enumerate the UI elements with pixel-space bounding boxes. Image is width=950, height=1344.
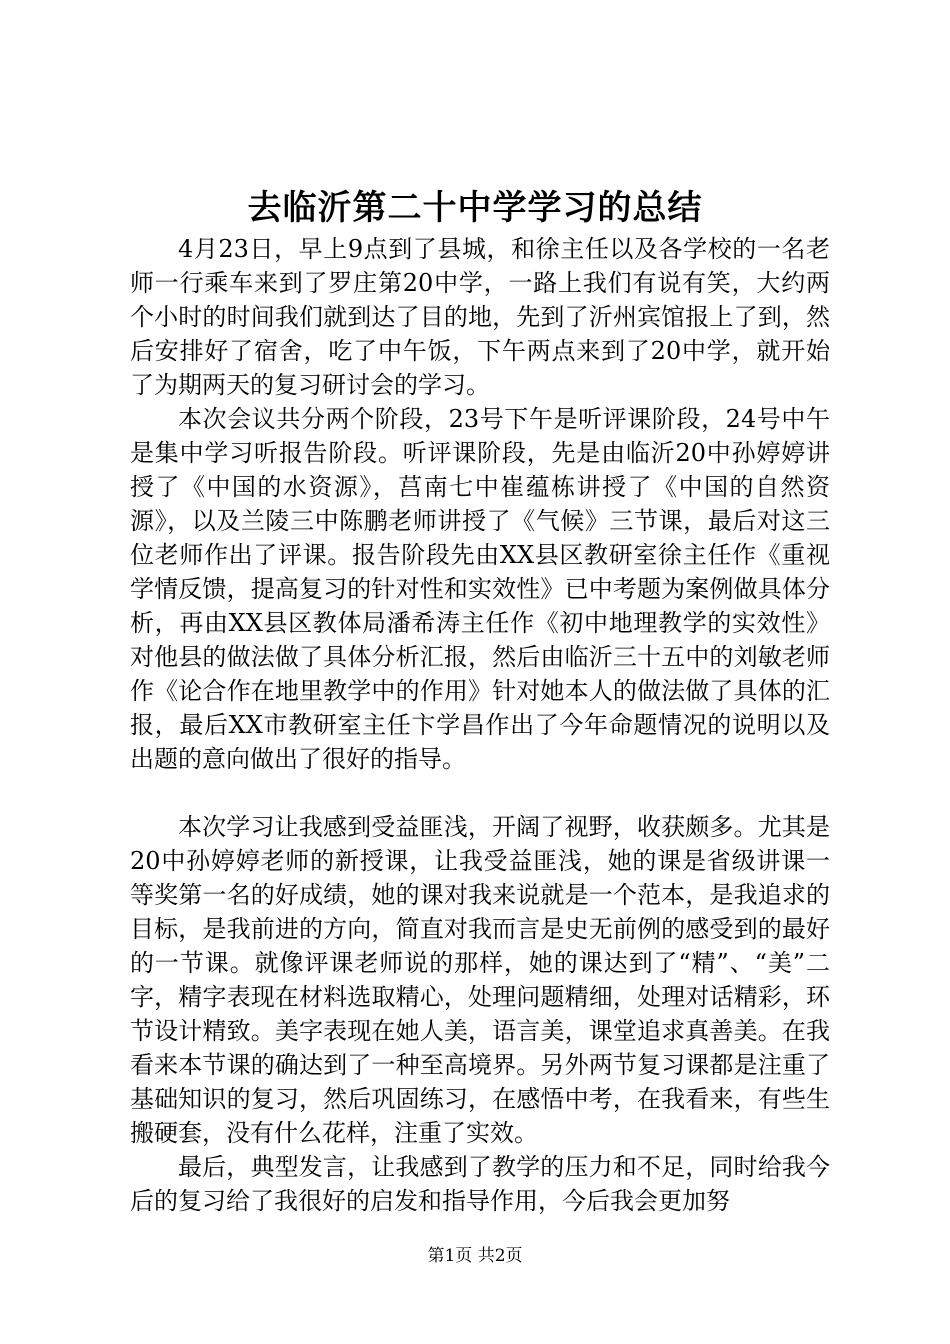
document-body [130, 232, 830, 1218]
paragraph-1: 4月23日，早上9点到了县城，和徐主任以及各学校的一名老师一行乘车来到了罗庄第20中学，一路上我们有说有笑，大约两个小时的时间我们就到达了目的地，先到了沂州宾馆报上了到，然后安排好了宿舍，吃了中午饭，下午两点来到了20中学，就开始了为期两天的复习研讨会的学习。 [130, 235, 830, 399]
paragraph-4: 最后，典型发言，让我感到了教学的压力和不足，同时给我今后的复习给了我很好的启发和指导作用，今后我会更加努 [130, 1153, 830, 1215]
document-title: 去临沂第二十中学学习的总结 [247, 188, 703, 228]
page-number: 第1页 共2页 [427, 1246, 523, 1266]
paragraph-2: 本次会议共分两个阶段，23号下午是听评课阶段，24号中午是集中学习听报告阶段。听评课阶段，先是由临沂20中孙婷婷讲授了《中国的水资源》，莒南七中崔蕴栋讲授了《中国的自然资源》，以及兰陵三中陈鹏老师讲授了《气候》三节课，最后对这三位老师作出了评课。报告阶段先由XX县区教研室徐主任作《重视学情反馈，提高复习的针对性和实效性》已中考题为案例做具体分析，再由XX县区教体局潘希涛主任作《初中地理教学的实效性》对他县的做法做了具体分析汇报，然后由临沂三十五中的刘敏老师作《论合作在地里教学中的作用》针对她本人的做法做了具体的汇报，最后XX市教研室主任卞学昌作出了今年命题情况的说明以及出题的意向做出了很好的指导。 [130, 405, 830, 773]
paragraph-3: 本次学习让我感到受益匪浅，开阔了视野，收获颇多。尤其是20中孙婷婷老师的新授课，让我受益匪浅，她的课是省级讲课一等奖第一名的好成绩，她的课对我来说就是一个范本，是我追求的目标，是我前进的方向，简直对我而言是史无前例的感受到的最好的一节课。就像评课老师说的那样，她的课达到了“精”、“美”二字，精字表现在材料选取精心，处理问题精细，处理对话精彩，环节设计精致。美字表现在她人美，语言美，课堂追求真善美。在我看来本节课的确达到了一种至高境界。另外两节复习课都是注重了基础知识的复习，然后巩固练习，在感悟中考，在我看来，有些生搬硬套，没有什么花样，注重了实效。 [130, 813, 830, 1147]
